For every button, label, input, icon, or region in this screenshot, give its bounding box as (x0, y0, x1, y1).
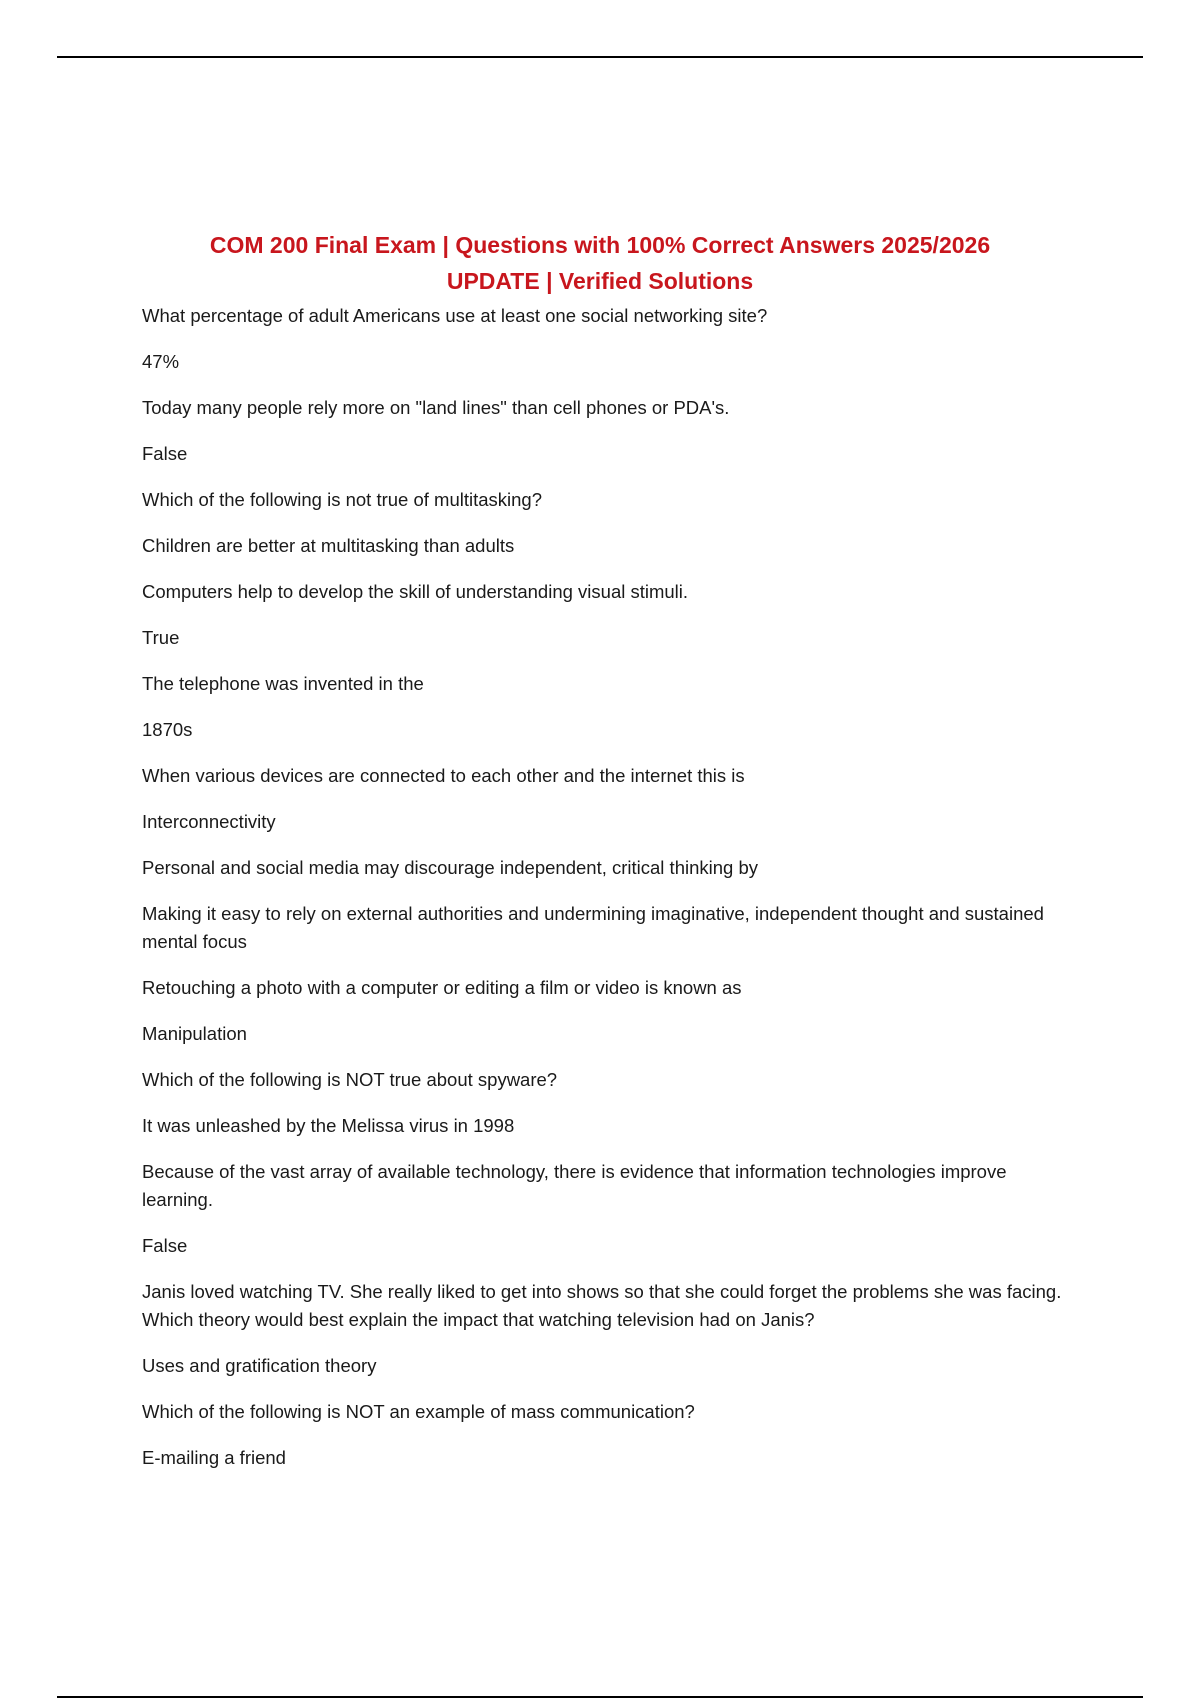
question-text: Today many people rely more on "land lines" than cell phones or PDA's. (142, 397, 730, 418)
question-text: Retouching a photo with a computer or editing a film or video is known as (142, 977, 742, 998)
question-text: Which of the following is NOT an example of mass communication? (142, 1401, 695, 1422)
answer-text: 1870s (142, 719, 193, 740)
question-text: Personal and social media may discourage independent, critical thinking by (142, 857, 758, 878)
question-text: Janis loved watching TV. She really liked to get into shows so that she could forget the problems she was facing. Which theory would best explain the impact that watching television had on Janis? (142, 1281, 1062, 1330)
question-text: Which of the following is NOT true about spyware? (142, 1069, 558, 1090)
title-line-2: UPDATE | Verified Solutions (446, 268, 754, 295)
document-title (100, 227, 1100, 299)
question-text: The telephone was invented in the (142, 673, 424, 694)
question-text: What percentage of adult Americans use at least one social networking site? (142, 305, 768, 326)
question-text: When various devices are connected to each other and the internet this is (142, 765, 745, 786)
answer-text: Children are better at multitasking than adults (142, 535, 515, 556)
answer-text: Manipulation (142, 1023, 247, 1044)
answer-text: E-mailing a friend (142, 1447, 286, 1468)
answer-text: It was unleashed by the Melissa virus in 1998 (142, 1115, 515, 1136)
header-rule (57, 56, 1143, 58)
answer-text: False (142, 443, 188, 464)
answer-text: 47% (142, 351, 180, 372)
question-text: Computers help to develop the skill of understanding visual stimuli. (142, 581, 689, 602)
answer-text: Uses and gratification theory (142, 1355, 377, 1376)
answer-text: False (142, 1235, 188, 1256)
answer-text: True (142, 627, 180, 648)
footer-rule (57, 1696, 1143, 1698)
answer-text: Interconnectivity (142, 811, 276, 832)
question-text: Because of the vast array of available technology, there is evidence that information technologies improve learning. (142, 1161, 1007, 1210)
question-answer-list (142, 302, 1072, 1490)
title-line-1: COM 200 Final Exam | Questions with 100% Correct Answers 2025/2026 (209, 232, 991, 259)
answer-text: Making it easy to rely on external authorities and undermining imaginative, independent thought and sustained mental focus (142, 903, 1044, 952)
question-text: Which of the following is not true of multitasking? (142, 489, 542, 510)
